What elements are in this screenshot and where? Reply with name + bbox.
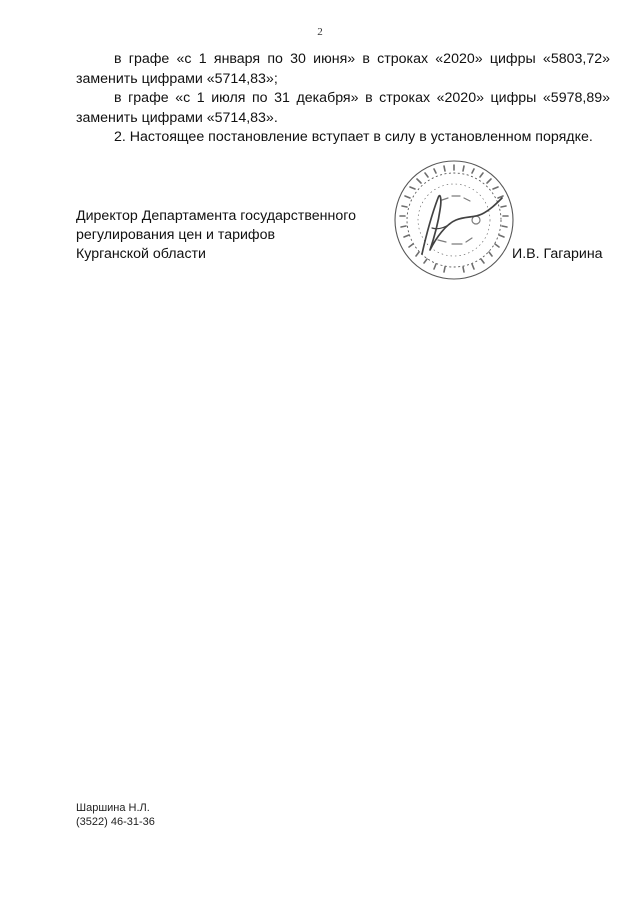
- signatory-name: И.В. Гагарина: [512, 246, 603, 262]
- official-seal-icon: [392, 158, 516, 282]
- executor-name: Шаршина Н.Л.: [76, 802, 150, 814]
- seal-center-marks: [438, 196, 480, 244]
- signatory-position: [76, 207, 386, 264]
- signatory-position-line: Директор Департамента государственного: [76, 208, 356, 224]
- signatory-position-line: регулирования цен и тарифов: [76, 227, 276, 243]
- paragraph-first-half-year: в графе «с 1 января по 30 июня» в строках «2020» цифры «5803,72» заменить цифрами «5714,83»;: [76, 51, 610, 87]
- document-body: [76, 50, 610, 148]
- signatory-position-line: Курганской области: [76, 246, 206, 262]
- paragraph-second-half-year: в графе «с 1 июля по 31 декабря» в строках «2020» цифры «5978,89» заменить цифрами «5714,83».: [76, 90, 610, 126]
- page-number: 2: [317, 26, 323, 38]
- executor-info: [76, 801, 155, 829]
- paragraph-entry-into-force: 2. Настоящее постановление вступает в силу в установленном порядке.: [114, 129, 593, 145]
- executor-phone: (3522) 46-31-36: [76, 816, 155, 828]
- handwritten-signature-icon: [422, 196, 502, 254]
- seal-lettering-marks: [400, 165, 508, 272]
